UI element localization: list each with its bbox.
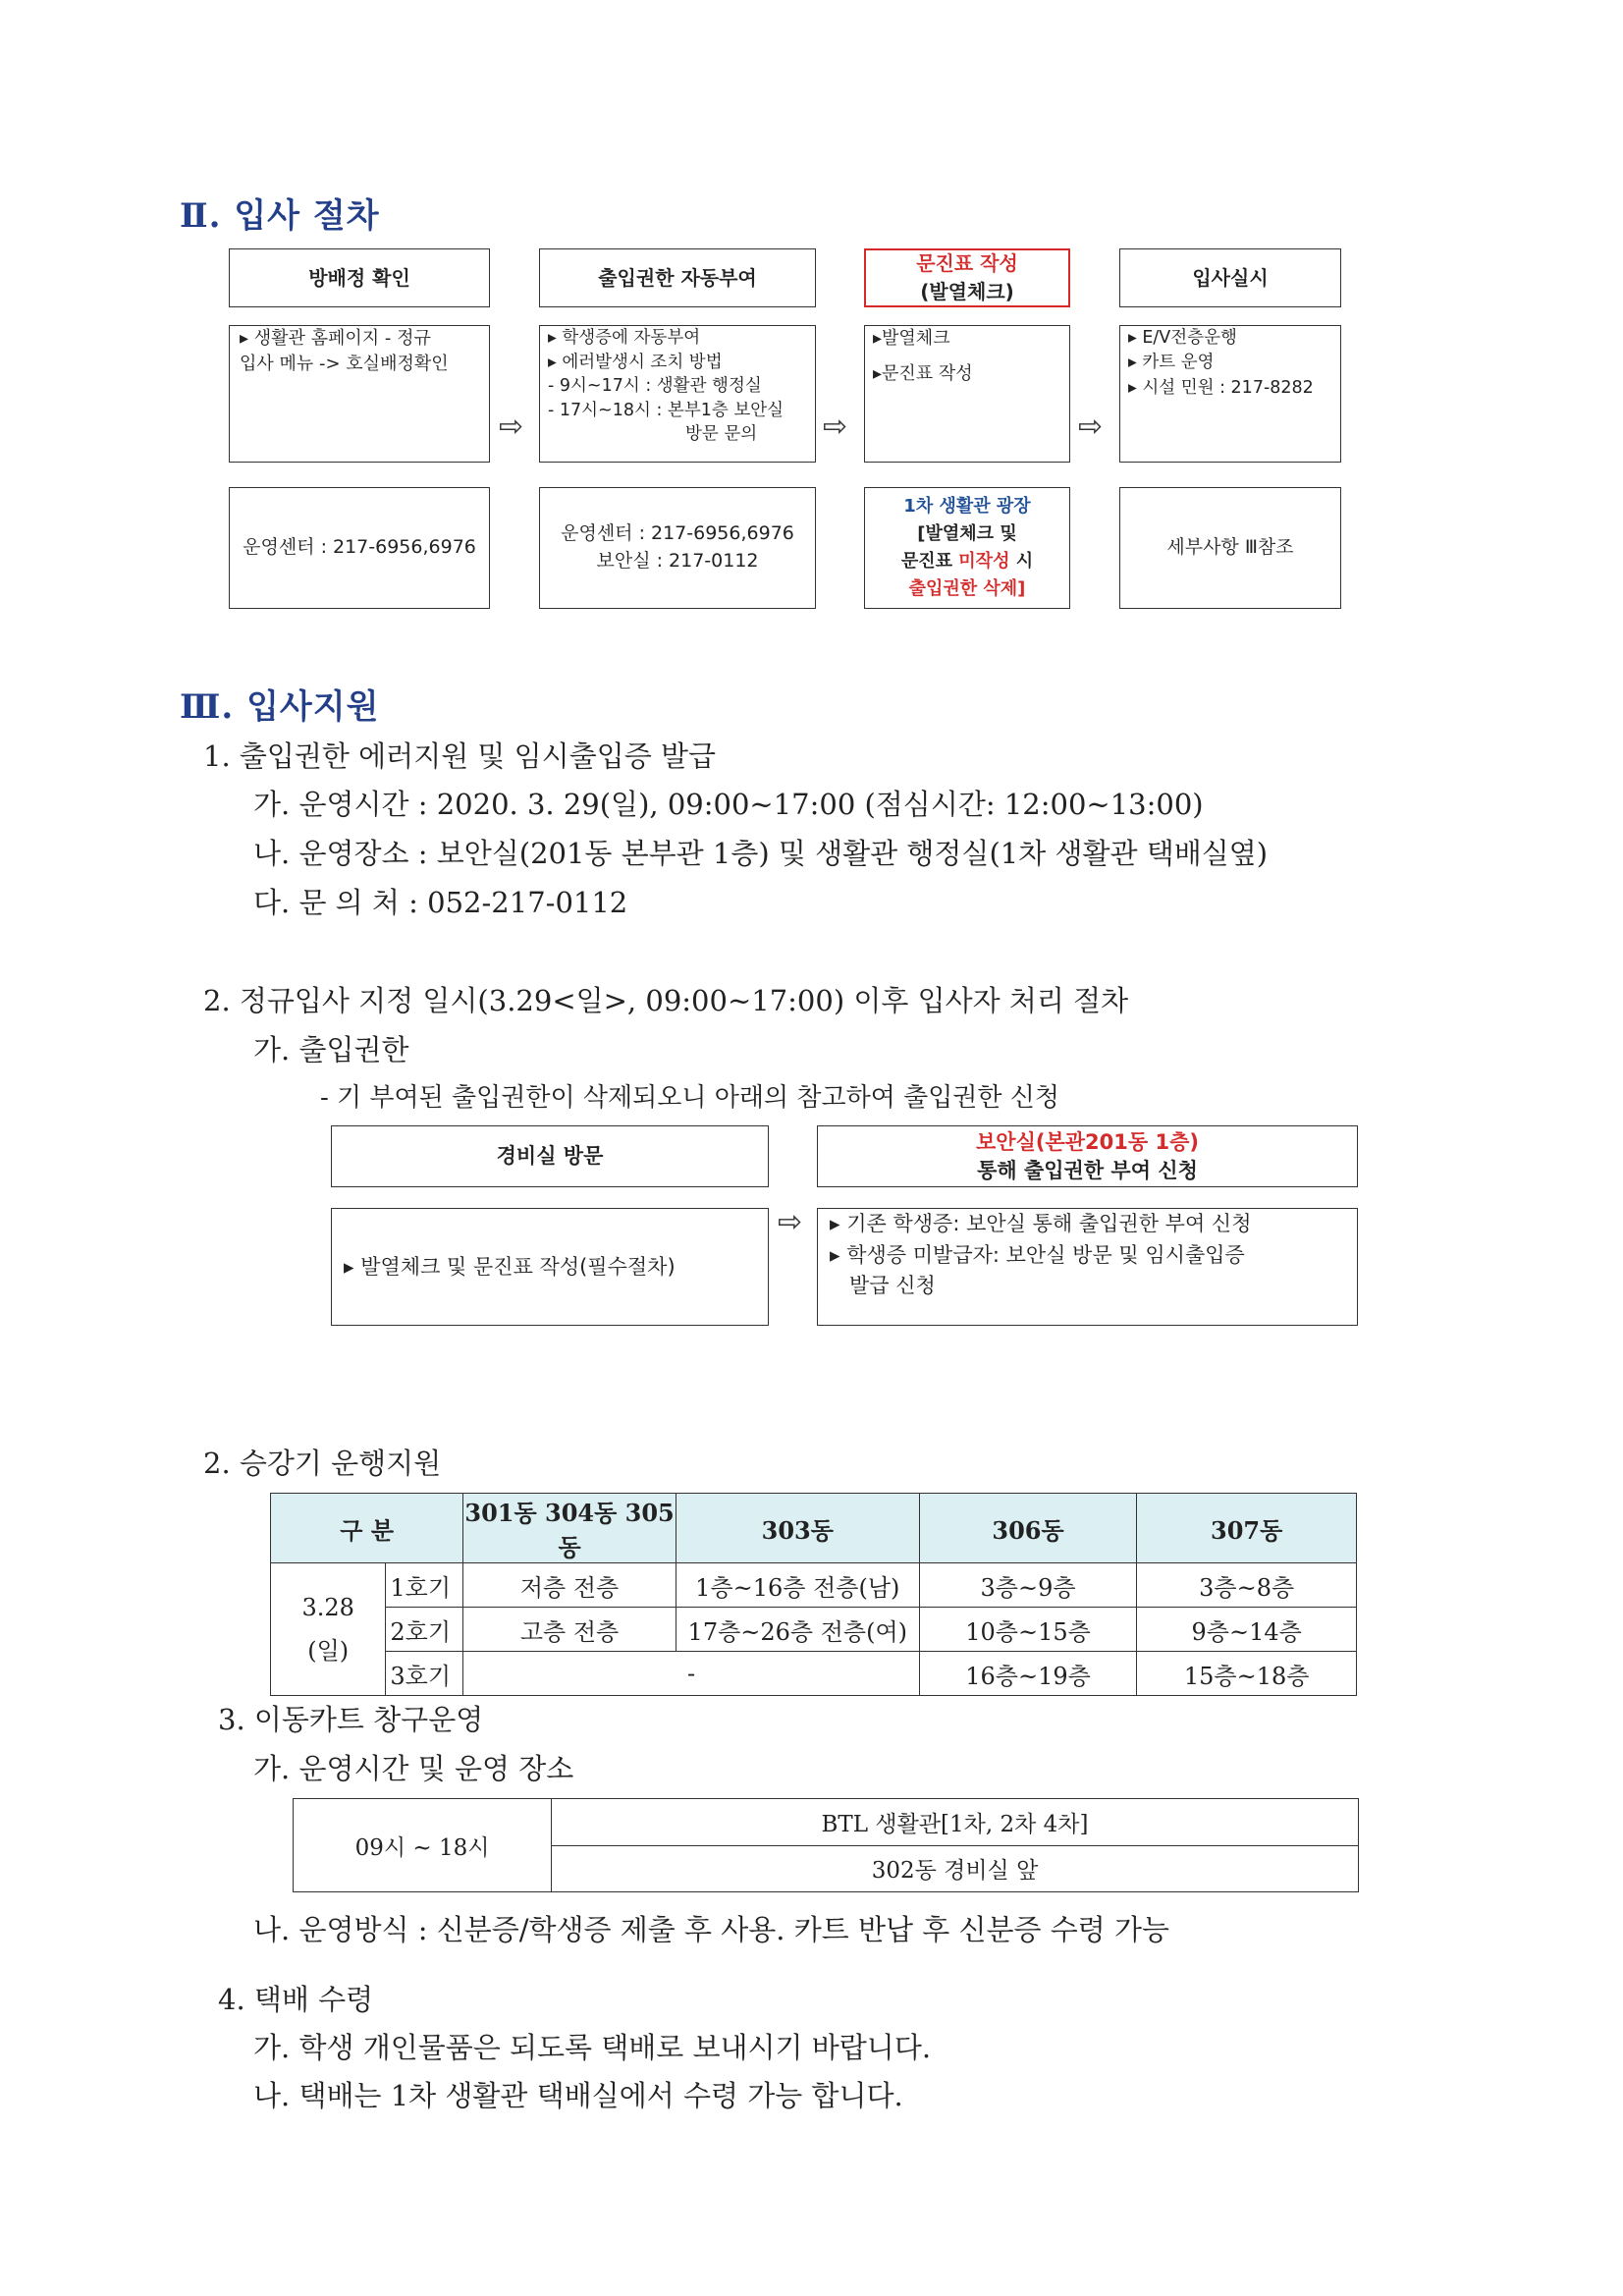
item5-line: 가. 학생 개인물품은 되도록 택배로 보내시기 바랍니다.	[253, 2031, 932, 2064]
day-text: (일)	[307, 1636, 350, 1665]
table-cell: 1층~16층 전층(남)	[676, 1563, 919, 1608]
elevator-name: 3호기	[386, 1652, 463, 1696]
elevator-name: 2호기	[386, 1608, 463, 1652]
step2-detail	[539, 325, 816, 463]
item4-sub: 가. 운영시간 및 운영 장소	[253, 1752, 574, 1785]
step2-detail-line: ▸ 학생증에 자동부여	[548, 328, 701, 348]
step2-header: 출입권한 자동부여	[539, 248, 816, 307]
guard-visit-detail: ▸ 발열체크 및 문진표 작성(필수절차)	[331, 1208, 769, 1326]
item2-note: - 기 부여된 출입권한이 삭제되오니 아래의 참고하여 출입권한 신청	[320, 1083, 1060, 1113]
table-cell: 고층 전층	[463, 1608, 676, 1652]
security-office-header-red: 보안실(본관201동 1층)	[976, 1130, 1199, 1155]
step3-contact-text: 문진표	[900, 551, 959, 572]
step3-header	[864, 248, 1070, 307]
date-cell	[271, 1563, 386, 1696]
step4-detail-line: ▸ 시설 민원 : 217-8282	[1128, 377, 1314, 398]
table-cell: 저층 전층	[463, 1563, 676, 1608]
arrow-right-icon: ⇨	[778, 1205, 803, 1239]
item1-title: 1. 출입권한 에러지원 및 임시출입증 발급	[203, 739, 716, 773]
step2-detail-line: ▸ 에러발생시 조치 방법	[548, 352, 723, 372]
cart-time-cell: 09시 ~ 18시	[294, 1799, 552, 1892]
step4-header: 입사실시	[1119, 248, 1341, 307]
item5-line: 나. 택배는 1차 생활관 택배실에서 수령 가능 합니다.	[253, 2079, 903, 2112]
section3-title: Ⅲ. 입사지원	[180, 687, 380, 727]
step1-detail	[229, 325, 490, 463]
table-cell: -	[463, 1652, 919, 1696]
step2-detail-line: - 9시~17시 : 생활관 행정실	[548, 376, 762, 396]
step2-detail-line: 방문 문의	[685, 424, 758, 444]
arrow-right-icon: ⇨	[823, 410, 848, 444]
step3-detail	[864, 325, 1070, 463]
step3-contact-line: 출입권한 삭제]	[908, 577, 1026, 599]
step3-contact-line: 1차 생활관 광장	[903, 496, 1031, 518]
item4-method: 나. 운영방식 : 신분증/학생증 제출 후 사용. 카트 반납 후 신분증 수령 가능	[253, 1913, 1169, 1946]
item3-title: 2. 승강기 운행지원	[203, 1447, 442, 1480]
step1-detail-line: 입사 메뉴 -> 호실배정확인	[240, 354, 449, 375]
table-cell: 3층~9층	[919, 1563, 1137, 1608]
item5-title: 4. 택배 수령	[218, 1983, 374, 2016]
table-header-cell: 307동	[1137, 1494, 1357, 1563]
item1-line: 다. 문 의 처 : 052-217-0112	[253, 886, 628, 919]
step4-contact: 세부사항 Ⅲ참조	[1119, 487, 1341, 609]
step1-header: 방배정 확인	[229, 248, 490, 307]
item4-title: 3. 이동카트 창구운영	[218, 1703, 484, 1736]
step2-contact	[539, 487, 816, 609]
security-office-detail	[817, 1208, 1358, 1326]
table-row	[271, 1608, 1357, 1652]
security-office-detail-line: 발급 신청	[849, 1274, 936, 1297]
section2-title: Ⅱ. 입사 절차	[180, 196, 380, 236]
table-cell: 17층~26층 전층(여)	[676, 1608, 919, 1652]
elevator-name: 1호기	[386, 1563, 463, 1608]
step3-contact-text: 시	[1009, 551, 1034, 572]
step3-detail-line: ▸발열체크	[873, 328, 950, 349]
elevator-table	[270, 1493, 1357, 1696]
table-row	[271, 1563, 1357, 1608]
cart-place-cell: BTL 생활관[1차, 2차 4차]	[552, 1799, 1359, 1846]
step3-contact-line: [발열체크 및	[917, 523, 1017, 545]
table-cell: 9층~14층	[1137, 1608, 1357, 1652]
step2-contact-line: 보안실 : 217-0112	[596, 550, 759, 572]
step3-contact-text-red: 미작성	[958, 551, 1010, 572]
table-header-cell: 303동	[676, 1494, 919, 1563]
item2-title: 2. 정규입사 지정 일시(3.29<일>, 09:00~17:00) 이후 입사자 처리 절차	[203, 984, 1129, 1017]
security-office-detail-line: ▸ 학생증 미발급자: 보안실 방문 및 임시출입증	[830, 1242, 1245, 1267]
step3-contact	[864, 487, 1070, 609]
step2-contact-line: 운영센터 : 217-6956,6976	[561, 522, 794, 545]
table-header-cell: 301동 304동 305동	[463, 1494, 676, 1563]
step1-contact: 운영센터 : 217-6956,6976	[229, 487, 490, 609]
cart-table	[293, 1798, 1359, 1892]
table-header-cell: 306동	[919, 1494, 1137, 1563]
table-row	[294, 1799, 1359, 1846]
arrow-right-icon: ⇨	[1078, 410, 1104, 444]
step4-detail	[1119, 325, 1341, 463]
table-header-cell: 구 분	[271, 1494, 463, 1563]
table-cell: 15층~18층	[1137, 1652, 1357, 1696]
guard-visit-header: 경비실 방문	[331, 1125, 769, 1187]
step1-detail-line: ▸ 생활관 홈페이지 - 정규	[240, 328, 431, 349]
table-cell: 3층~8층	[1137, 1563, 1357, 1608]
date-text: 3.28	[301, 1593, 354, 1621]
table-cell: 10층~15층	[919, 1608, 1137, 1652]
step4-detail-line: ▸ 카트 운영	[1128, 353, 1215, 373]
security-office-header	[817, 1125, 1358, 1187]
item2-sub: 가. 출입권한	[253, 1033, 409, 1066]
step3-contact-line	[901, 548, 1033, 575]
arrow-right-icon: ⇨	[499, 410, 524, 444]
step2-detail-line: - 17시~18시 : 본부1층 보안실	[548, 400, 784, 420]
step3-detail-line: ▸문진표 작성	[873, 363, 973, 385]
item1-line: 가. 운영시간 : 2020. 3. 29(일), 09:00~17:00 (점심시간: 12:00~13:00)	[253, 788, 1204, 821]
item1-line: 나. 운영장소 : 보안실(201동 본부관 1층) 및 생활관 행정실(1차 생활관 택배실옆)	[253, 837, 1269, 870]
security-office-detail-line: ▸ 기존 학생증: 보안실 통해 출입권한 부여 신청	[830, 1212, 1252, 1235]
table-row	[271, 1652, 1357, 1696]
step4-detail-line: ▸ E/V전층운행	[1128, 328, 1237, 348]
cart-place-cell: 302동 경비실 앞	[552, 1845, 1359, 1892]
step3-header-line1: 문진표 작성	[916, 251, 1018, 275]
security-office-header-black: 통해 출입권한 부여 신청	[977, 1158, 1198, 1182]
step3-header-line2: (발열체크)	[920, 280, 1014, 303]
table-cell: 16층~19층	[919, 1652, 1137, 1696]
table-header-row	[271, 1494, 1357, 1563]
